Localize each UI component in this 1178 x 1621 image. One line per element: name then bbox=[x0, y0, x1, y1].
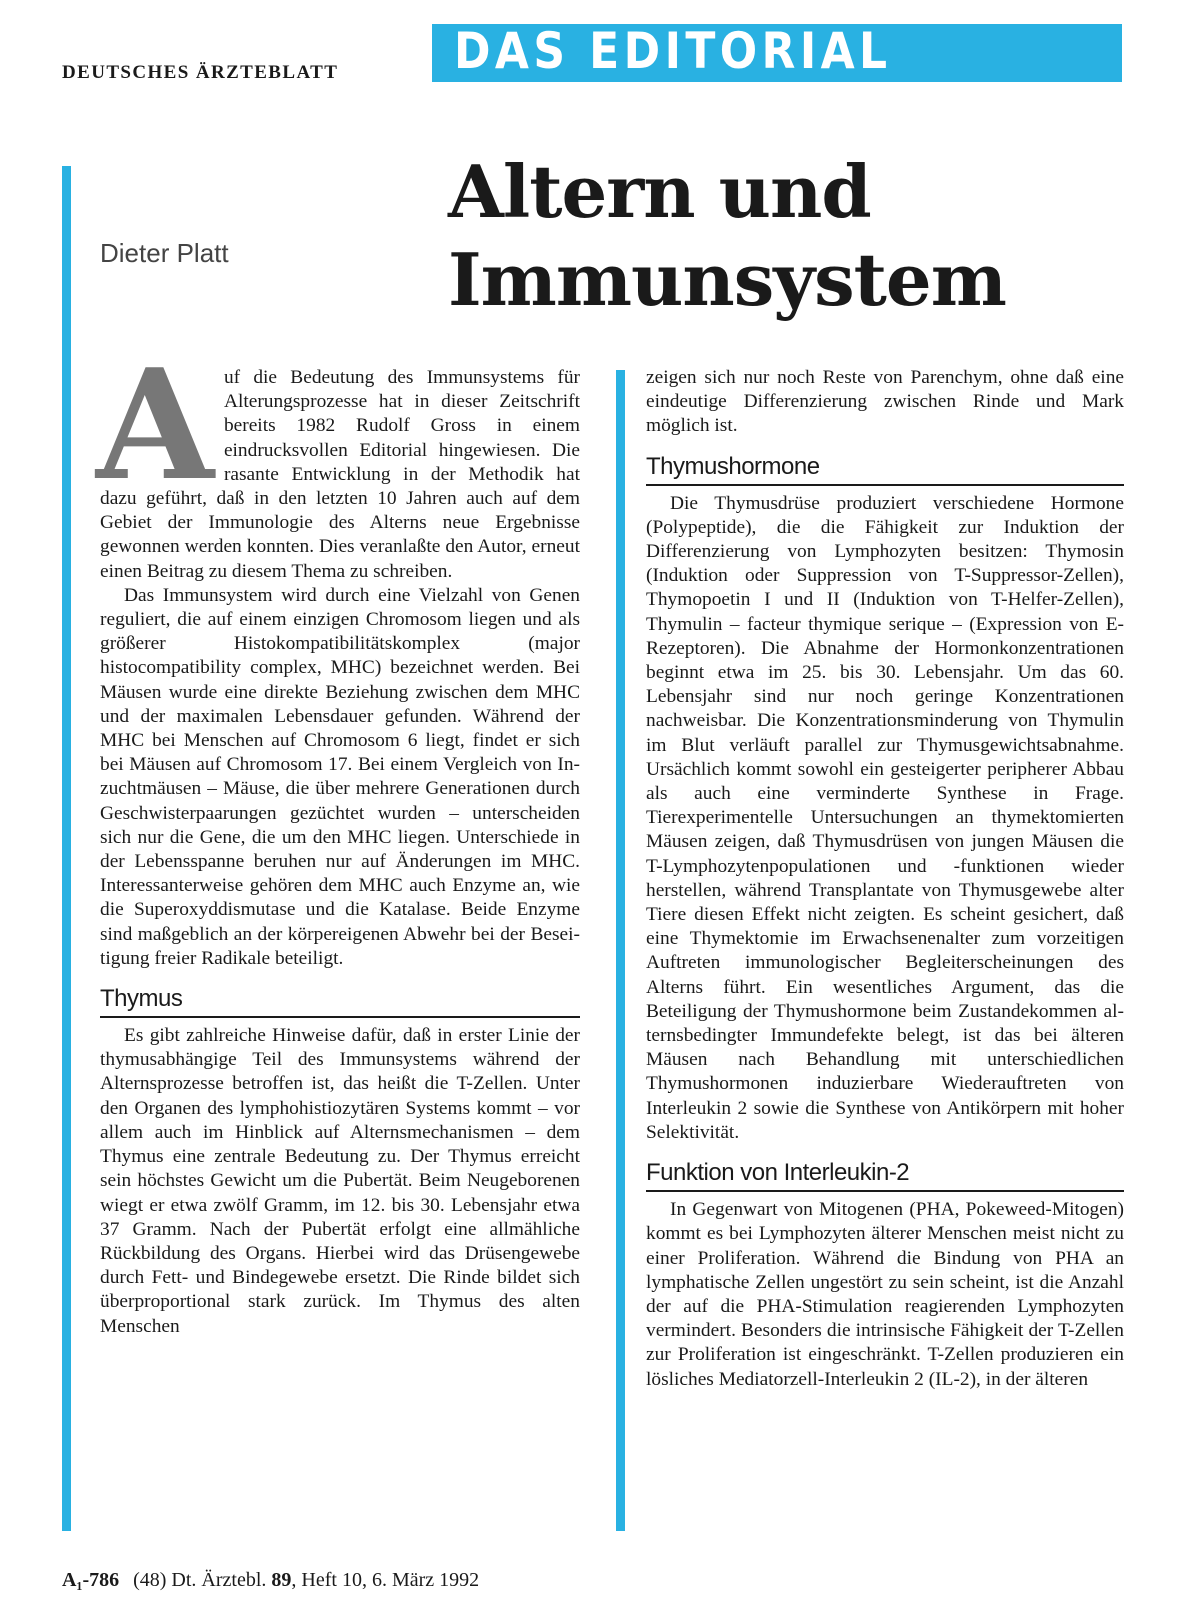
title-line-2: Immunsystem bbox=[448, 237, 1006, 322]
page-footer bbox=[62, 1569, 479, 1592]
accent-bar-right bbox=[616, 370, 625, 1531]
accent-bar-left bbox=[62, 166, 71, 1531]
citation-suffix: , Heft 10, 6. März 1992 bbox=[291, 1569, 480, 1591]
column-left bbox=[96, 335, 580, 1339]
volume-number: 89 bbox=[271, 1569, 292, 1591]
section-banner-label: DAS EDITORIAL bbox=[454, 24, 892, 80]
article-title bbox=[448, 148, 1006, 324]
column-right bbox=[646, 366, 1124, 1392]
section-banner bbox=[432, 24, 1122, 82]
drop-cap: A bbox=[96, 335, 214, 514]
title-line-1: Altern und bbox=[448, 149, 871, 234]
section-heading-interleukin: Funktion von Interleukin-2 bbox=[646, 1159, 1124, 1192]
page-number: A₁-786 bbox=[62, 1569, 120, 1591]
body-paragraph: Die Thymusdrüse produziert verschiedene Hormone (Polypeptide), die die Fähigkeit zur Induktion der Differenzierung von Lymphozyten besitzen: Thymosin (Induktion oder Suppression von T-Suppressor-Zellen), Thymopoetin I und II (Induktion von T-Helfer-Zellen), Thymulin – facteur thymique serique – (Expression von E-Rezeptoren). Die Abnahme der Hormonkonzentrationen beginnt etwa im 25. bis 30. Lebensjahr. Um das 60. Lebensjahr sind nur noch geringe Konzentrationen nachweisbar. Die Konzentrationsminderung von Thymulin im Blut verläuft parallel zur Thymusgewichtsabnahme. Ursächlich kommt sowohl ein gesteigerter peripherer Abbau als auch eine verminderte Synthese in Frage. Tierexperimentelle Untersuchungen an thymektomierten Mäusen zeigen, daß Thymusdrüsen von jungen Mäusen die T-Lymphozytenpopulationen und -funktionen wieder herstellen, während Transplantate von Thymusgewebe alter Tiere diesen Effekt nicht zeigten. Es scheint gesichert, daß eine Thymektomie im Erwachsenenalter zum vorzeitigen Auftreten immunologischer Begleiterscheinungen des Alterns führt. Ein wesentliches Argument, das die Beteiligung der Thymushormone beim Zustandekommen alternsbedingter Immundefekte belegt, ist das bei älteren Mäusen nach Behandlung mit unterschiedlichen Thymushormonen induzierbare Wiederauftreten von Interleukin 2 sowie die Synthese von Antikörpern mit hoher Selektivität. bbox=[646, 492, 1124, 1143]
body-paragraph: Das Immunsystem wird durch eine Vielzahl von Genen reguliert, die auf einem einzigen Chromosom liegen und als größerer Histokompatibilitätskomplex (major histocompatibility complex, MHC) bezeichnet werden. Bei Mäusen wurde eine direkte Beziehung zwischen dem MHC und der maximalen Lebensdauer gefunden. Während der MHC bei Menschen auf Chromosom 6 liegt, findet er sich bei Mäusen auf Chromosom 17. Bei einem Vergleich von Inzuchtmäusen – Mäuse, die über mehrere Generationen durch Geschwisterpaarungen gezüchtet wurden – unterscheiden sich nur die Gene, die um den MHC liegen. Unterschiede in der Lebensspanne beruhen nur auf Änderungen im MHC. Interessanterweise gehören dem MHC auch Enzyme an, wie die Superoxyddismutase und die Katalase. Beide Enzyme sind maßgeblich an der körpereigenen Abwehr bei der Beseitigung freier Radikale beteiligt. bbox=[100, 584, 580, 969]
journal-name: DEUTSCHES ÄRZTEBLATT bbox=[62, 62, 339, 83]
section-heading-thymus: Thymus bbox=[100, 985, 580, 1018]
intro-text: uf die Bedeutung des Immunsystems für Alterungsprozesse hat in dieser Zeitschrift bereits 1982 Rudolf Gross in einem eindrucksvollen Editorial hingewiesen. Die rasante Entwicklung in der Methodik hat dazu geführt, daß in den letzten 10 Jahren auch auf dem Gebiet der Immunologie des Alterns neue Ergebnisse gewonnen werden konnten. Dies veranlaßte den Autor, erneut einen Beitrag zu diesem Thema zu schreiben. bbox=[100, 367, 580, 582]
body-paragraph: In Gegenwart von Mitogenen (PHA, Pokeweed-Mitogen) kommt es bei Lymphozyten älterer Menschen meist nicht zu einer Proliferation. Während die Bindung von PHA an lymphatische Zellen ungestört zu sein scheint, ist die Anzahl der auf die PHA-Stimulation reagierenden Lymphozyten vermindert. Besonders die intrinsische Fähigkeit der T-Zellen zur Proliferation ist eingeschränkt. T-Zellen produzieren ein lösliches Mediatorzell-Interleukin 2 (IL-2), in der älteren bbox=[646, 1199, 1124, 1390]
citation-prefix: (48) Dt. Ärztebl. bbox=[133, 1569, 267, 1591]
intro-paragraph bbox=[96, 335, 580, 584]
continued-paragraph: zeigen sich nur noch Reste von Parenchym, ohne daß eine eindeutige Differenzierung zwischen Rinde und Mark möglich ist. bbox=[646, 367, 1124, 437]
section-heading-thymushormone: Thymushormone bbox=[646, 453, 1124, 486]
body-paragraph: Es gibt zahlreiche Hinweise dafür, daß in erster Linie der thymusabhängige Teil des Immunsystems während der Alternsprozesse betroffen ist, das heißt die T-Zellen. Unter den Organen des lymphohistiozytären Systems kommt – vor allem auch im Hinblick auf Alternsmechanismen – dem Thymus eine zentrale Bedeutung zu. Der Thymus erreicht sein höchstes Gewicht um die Pubertät. Beim Neugeborenen wiegt er etwa zwölf Gramm, im 12. bis 30. Lebensjahr etwa 37 Gramm. Nach der Pubertät erfolgt eine allmähliche Rückbildung des Organs. Hierbei wird das Drüsengewebe durch Fett- und Bindegewebe ersetzt. Die Rinde bildet sich überproportional stark zurück. Im Thymus des alten Menschen bbox=[100, 1025, 580, 1337]
author-name: Dieter Platt bbox=[100, 238, 229, 268]
